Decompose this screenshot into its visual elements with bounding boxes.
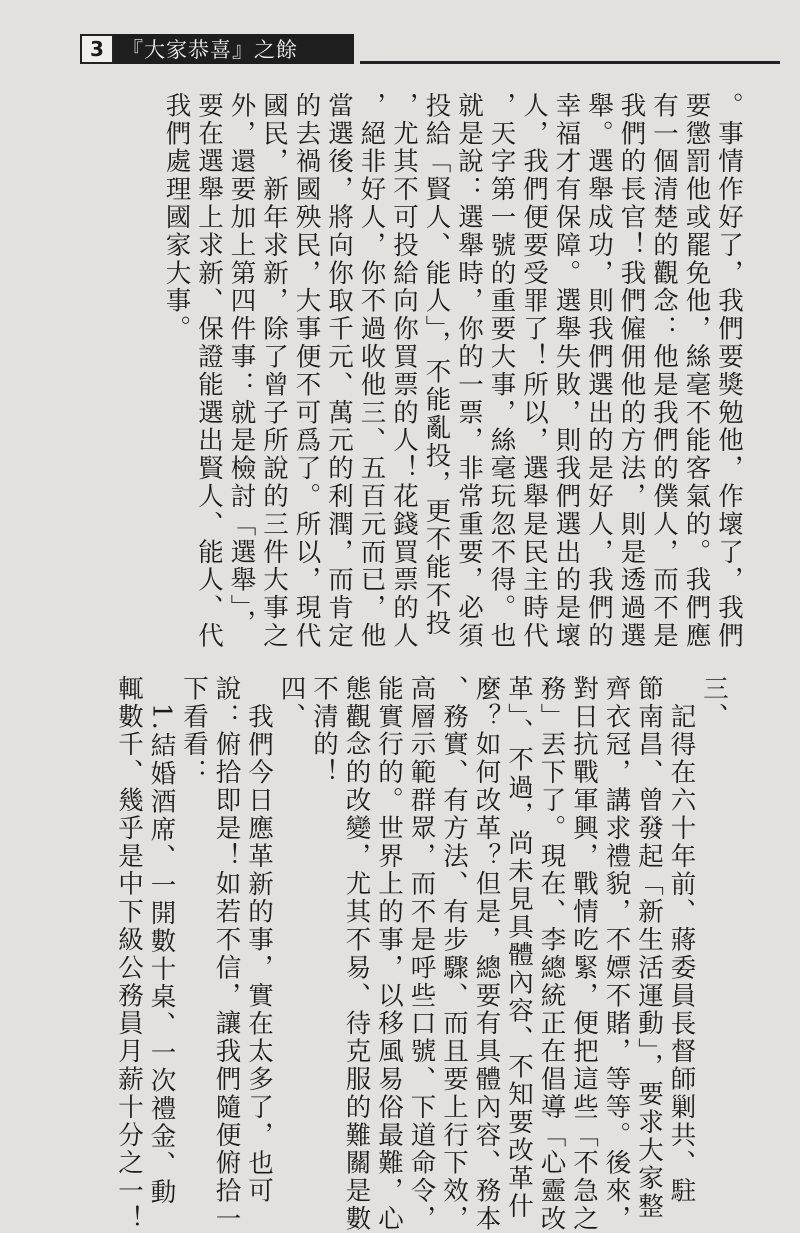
text-column: 革」、不過，尚未見具體內容、不知要改革什 [504,675,534,1221]
text-column: 人，我們便要受罪了！所以，選舉是民主時代 [519,92,549,650]
text-column: 要在選舉上求新、保證能選出賢人、能人、代 [194,92,224,650]
page-number: 3 [80,34,114,64]
header-rule [360,61,780,64]
text-column: 下看看： [179,675,209,787]
top-text-block [160,92,745,650]
text-column: 當選後，將向你取千元、萬元的利潤，而肯定 [324,92,354,650]
text-column: 要懲罰他或罷免他，絲毫不能客氣的。我們應 [681,92,712,650]
text-column: 的去禍國殃民，大事便不可爲了。所以，現代 [291,92,322,650]
text-column: 麼？如何改革？但是，總要有具體內容、務本 [471,675,502,1233]
text-column: 節南昌、曾發起「新生活運動」，要求大家整 [634,675,664,1221]
text-column: 幸福才有保障。選舉失敗，則我們選出的是壞 [551,92,582,650]
section-four-marker: 四、 [276,675,307,730]
page-header [80,34,354,64]
section-three-marker: 三、 [699,675,729,730]
text-column: 能實行的。世界上的事，以移風易俗最難，心 [374,675,404,1233]
text-column: 我們的長官！我們僱佣他的方法，則是透過選 [616,92,647,650]
text-column: 高層示範群眾，而不是呼些口號、下道命令， [406,675,437,1233]
text-column: 齊衣冠，講求禮貌，不嫖不賭，等等。後來， [601,675,632,1233]
chapter-title: 『大家恭喜』之餘 [114,34,354,64]
text-column: ，絕非好人，你不過收他三、五百元而已，他 [356,92,387,650]
text-column: 輒數千、幾乎是中下級公務員月薪十分之一！ [114,675,144,1233]
text-column: 外，還要加上第四件事：就是檢討「選舉」， [226,92,257,638]
bottom-text-block [113,675,731,1233]
text-column: 就是說：選舉時，你的一票，非常重要，必須 [454,92,484,650]
text-column: 、務實、有方法、有步驟、而且要上行下效， [439,675,469,1233]
text-column: ，天字第一號的重要大事，絲毫玩忽不得。也 [486,92,517,650]
text-column: 說：俯拾即是！如若不信，讓我們隨便俯拾一 [211,675,242,1233]
text-column: 記得在六十年前、蔣委員長督師剿共、駐 [666,703,697,1206]
text-column: 我們處理國家大事。 [161,92,192,344]
text-column: 務」丟下了。現在、李總統正在倡導「心靈改 [536,675,567,1233]
text-column: 。事情作好了，我們要獎勉他，作壞了，我們 [714,92,744,650]
text-column: 舉。選舉成功，則我們選出的是好人，我們的 [584,92,614,650]
text-column: 投給「賢人、能人」，不能亂投，更不能不投 [421,92,452,638]
text-column: 我們今日應革新的事，實在太多了，也可 [244,703,274,1206]
text-column: 有一個清楚的觀念：他是我們的僕人，而不是 [649,92,679,650]
text-column: 對日抗戰軍興，戰情吃緊，便把這些「不急之 [569,675,599,1233]
text-column: 不清的！ [309,675,339,787]
text-column: 態觀念的改變，尤其不易、待克服的難關是數 [341,675,372,1233]
text-column: ，尤其不可投給向你買票的人！花錢買票的人 [389,92,419,650]
text-column: 國民，新年求新，除了曾子所說的三件大事之 [259,92,289,650]
text-column: 1.結婚酒席、一開數十桌、一次禮金、動 [146,703,177,1207]
